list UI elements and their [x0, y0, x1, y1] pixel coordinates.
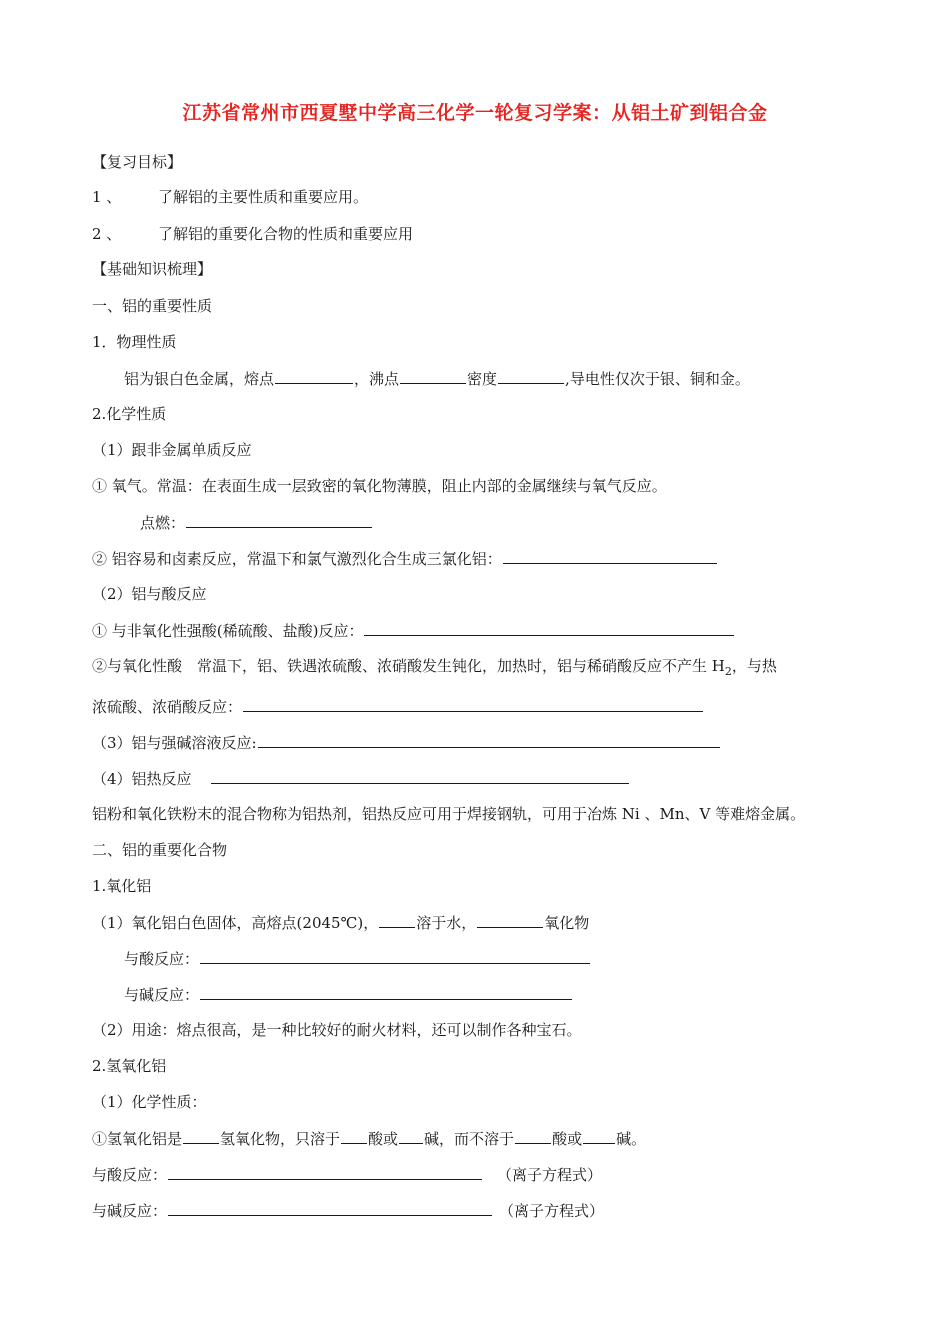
- acid1-blank[interactable]: [364, 620, 734, 636]
- boiling-point-blank[interactable]: [400, 368, 466, 384]
- nonmetal-heading: （1）跟非金属单质反应: [92, 441, 252, 459]
- acid2-text-end: ，与热: [731, 657, 777, 675]
- halogen-line: [92, 548, 718, 569]
- oxide-base-label: 与碱反应：: [124, 986, 200, 1004]
- section-goals-heading: 【复习目标】: [92, 153, 183, 171]
- chemical-heading: 2.化学性质: [92, 405, 167, 423]
- hydroxide-text-5: 酸或: [552, 1130, 583, 1148]
- acid-strength-blank[interactable]: [341, 1128, 367, 1144]
- goal-2-number: 2 、: [92, 225, 122, 243]
- hydroxide-base-line: [92, 1200, 604, 1221]
- oxide-props-line: [92, 912, 589, 933]
- acid2-cont-text: 浓硫酸、浓硝酸反应：: [92, 698, 243, 716]
- acid2-blank[interactable]: [243, 696, 703, 712]
- oxide-text-3: 氧化物: [544, 914, 590, 932]
- goal-2-text: 了解铝的重要化合物的性质和重要应用: [158, 225, 414, 243]
- hydroxide-text-1: ①氢氧化铝是: [92, 1130, 183, 1148]
- acid2-line: [92, 656, 777, 682]
- hydroxide-text-3: 酸或: [368, 1130, 399, 1148]
- physical-text-4: ,导电性仅次于银、铜和金。: [565, 370, 750, 388]
- hydroxide-acid-label: 与酸反应：: [92, 1166, 168, 1184]
- weak-base-blank[interactable]: [583, 1128, 615, 1144]
- hydroxide-type-blank[interactable]: [183, 1128, 219, 1144]
- halogen-blank[interactable]: [503, 548, 717, 564]
- alkali-blank[interactable]: [258, 732, 720, 748]
- hydroxide-heading: 2.氢氧化铝: [92, 1057, 167, 1075]
- density-blank[interactable]: [498, 368, 564, 384]
- goal-2: [92, 224, 413, 244]
- halogen-text: ② 铝容易和卤素反应，常温下和氯气激烈化合生成三氯化铝：: [92, 550, 502, 568]
- part1-heading: 一、铝的重要性质: [92, 297, 213, 315]
- ionic-equation-note-2: （离子方程式）: [499, 1202, 605, 1220]
- oxide-acid-line: [124, 948, 591, 969]
- thermite-note: 铝粉和氧化铁粉末的混合物称为铝热剂，铝热反应可用于焊接钢轨，可用于冶炼 Ni 、Mn、V 等难熔金属。: [92, 805, 806, 823]
- alkali-line: [92, 732, 721, 753]
- alkali-text: （3）铝与强碱溶液反应:: [92, 734, 257, 752]
- base-strength-blank[interactable]: [399, 1128, 423, 1144]
- goal-1: [92, 187, 368, 207]
- oxide-base-blank[interactable]: [200, 984, 572, 1000]
- oxide-text-1: （1）氧化铝白色固体，高熔点(2045℃)，: [92, 914, 379, 932]
- document-title: 江苏省常州市西夏墅中学高三化学一轮复习学案：从铝土矿到铝合金: [182, 102, 768, 124]
- acid1-line: [92, 620, 735, 641]
- oxide-heading: 1.氧化铝: [92, 877, 152, 895]
- hydroxide-base-label: 与碱反应：: [92, 1202, 168, 1220]
- acid2-text: ②与氧化性酸 常温下，铝、铁遇浓硫酸、浓硝酸发生钝化，加热时，铝与稀硝酸反应不产生 H: [92, 657, 725, 675]
- ionic-equation-note-1: （离子方程式）: [497, 1166, 603, 1184]
- ignite-blank[interactable]: [186, 512, 372, 528]
- oxygen-reaction: ① 氧气。常温：在表面生成一层致密的氧化物薄膜，阻止内部的金属继续与氧气反应。: [92, 477, 667, 495]
- oxide-base-line: [124, 984, 573, 1005]
- oxide-use: （2）用途：熔点很高，是一种比较好的耐火材料，还可以制作各种宝石。: [92, 1021, 582, 1039]
- chem-props-heading: （1）化学性质：: [92, 1093, 207, 1111]
- hydroxide-text-6: 碱。: [616, 1130, 647, 1148]
- section-basics-heading: 【基础知识梳理】: [92, 260, 213, 278]
- thermite-line: [92, 768, 630, 789]
- thermite-text: （4）铝热反应: [92, 770, 192, 788]
- thermite-blank[interactable]: [211, 768, 629, 784]
- physical-text-2: ，沸点: [354, 370, 400, 388]
- hydroxide-base-blank[interactable]: [168, 1200, 492, 1216]
- weak-acid-blank[interactable]: [515, 1128, 551, 1144]
- physical-text-1: 铝为银白色金属，熔点: [124, 370, 275, 388]
- goal-1-number: 1 、: [92, 188, 122, 206]
- oxide-text-2: 溶于水，: [416, 914, 477, 932]
- physical-properties: [124, 368, 750, 389]
- acid2-cont-line: [92, 696, 704, 717]
- part2-heading: 二、铝的重要化合物: [92, 841, 228, 859]
- oxide-acid-blank[interactable]: [200, 948, 590, 964]
- hydroxide-text-4: 碱，而不溶于: [424, 1130, 515, 1148]
- hydroxide-acid-blank[interactable]: [168, 1164, 482, 1180]
- hydroxide-acid-line: [92, 1164, 602, 1185]
- physical-text-3: 密度: [467, 370, 498, 388]
- ignite-line: [140, 512, 373, 533]
- oxide-type-blank[interactable]: [477, 912, 543, 928]
- goal-1-text: 了解铝的主要性质和重要应用。: [158, 188, 369, 206]
- ignite-label: 点燃：: [140, 514, 186, 532]
- oxide-solubility-blank[interactable]: [379, 912, 415, 928]
- melting-point-blank[interactable]: [275, 368, 353, 384]
- hydroxide-text-2: 氢氧化物，只溶于: [220, 1130, 341, 1148]
- physical-heading: 1．物理性质: [92, 333, 177, 351]
- acid-heading: （2）铝与酸反应: [92, 585, 207, 603]
- h2-subscript: 2: [724, 665, 732, 678]
- acid1-text: ① 与非氧化性强酸(稀硫酸、盐酸)反应：: [92, 622, 364, 640]
- hydroxide-props-line: [92, 1128, 646, 1149]
- oxide-acid-label: 与酸反应：: [124, 950, 200, 968]
